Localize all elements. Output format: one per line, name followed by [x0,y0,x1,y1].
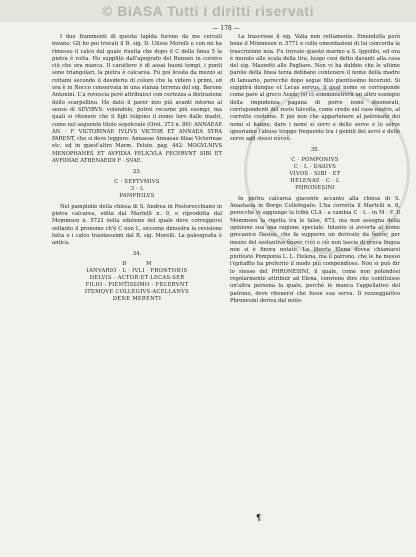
inscription-line: FILIO · PIENTISSIMO · FECERVNT [85,281,189,288]
inscription-text [52,179,222,200]
inscription-line: C · POMPONIVS [291,156,339,163]
inscription-line: HELVIS · ACTOR·ET·LECAS·SER [89,274,185,281]
document-page [52,24,400,544]
paragraph: La trascrisse il sig. Valia non rettamente. Emendolla però bene il Mommsen n. 5771 e colle emendazioni di lui concorda la trascrizione mia. Fu trovato questo marmo a S. Ippolito, ed ora è murato alle scala della lira, luogo così detto davanti alla casa del sig. Mazzetti alle Pagliare. Non vi ha dubbio che le ultime parole della linea terza debbano contenere il nome della madre di Ianuario, perocchè dopo segue filio pientissimo fecerunt. Si supplirà dunque et Lecas servus, il qual nome se corrisponde come pare al greco Λεκάς (s) ci somministrerà un altro esempio della impudenza pagana di porre nomi disonorati, corrispondenti del resto talvolta, come credo sul caso nostro, al corrotto costume. E poi non che appartenere al patronato dei nomi si hanno, dare i nomi si servi e delle serve e lo serve ignoriamo l'abuso troppo frequente tra i gentili dei servi e delle serve agli stessi αὐτοῦ. [230,34,400,143]
inscription-text [52,261,222,303]
paragraph: In pietra calcarea giacente accanto alla chiesa di S. Anastasia in Borgo Collefegato. L'ha corretta il Martelli n. 8, perocchè vi aggiunge la tribù CLA · a cambia C · L · in M · F. Il Mommsen la rigetta tra le false, 873, ma non assegna della opinione sua una ragione speciale. Intanto si avverta al nome grecanico Dasius, che fa supporre un derivato da δασύς per mezzo del sostantivo δάσος (τό) e ciò non lascia di greca lingua non si è finora notato. La liberta Elena dovea chiamarsi piuttosto Pomponia L. L. Helena, ma il patrono, che le ha messo l'epitaffio ha preferito il modo più compendioso. Non si può dir lo stesso del PHRONESINI, il quale, come non potendosi regolarmente attribuir ad Elena, conviene dire che contituisse un'altra persona la quale, perchè le manca l'appellativo del patrono, deve ritenersi che fosse sua serva. Il vezzeggiativo Phronesini deriva dal notis- [230,195,400,304]
inscription-line: VIVOS · SIBI · ET [289,170,341,177]
inscription-number: 33. [132,169,142,176]
inscription-text [230,157,400,192]
inscription-line: Ɔ · L [130,185,144,192]
watermark-banner: © BiASA Tutti i diritti riservati [0,0,416,22]
inscription-line: C · SEPTVMIVS [114,178,160,185]
inscription-line: ITEMQVE COLLEGIVS·ACELLANVS [84,288,190,295]
inscription-number: 34. [132,251,142,258]
page-number: — 178 — [212,25,240,32]
inscription-line: PAMPHILVS [119,192,155,199]
inscription-line: PHRONESINI [295,184,335,191]
paragraph: Nel pampinile della chiesa di S. Andrea in Postorocchiano in pietra calcarea, edita dal Martelli n. 9, e riprodotta dal Mommsen n. 5723 nella edizione del quale deve correggersi soltanto il pronome ch'è C non L, siccome dimostra la revisione fatta e i calco trasmessimi dal R. sig. Morelli. La paleografia è antica. [52,203,222,247]
inscription-line: DENE MERENTI [112,295,162,302]
inscription-line: D M [122,260,152,267]
page-footer-mark: ¶ [256,512,262,522]
inscription-number: 35. [310,147,320,154]
left-column [52,34,222,307]
paragraph: I due frammenti di questa lapida furono da me cercati invano. Gli ho poi trovati il B. sig. D. Ulisse Morelli e con mi ha rimesso il calco dal quale risulta che dopo il C della linea 5 la pietra è rotta. Ho supplito dall'apografo del Bunsen in corsivo ciò che ora manca. Il carattere è di assai buoni tempi, i punti sono triangolari, la pietra è calcarea. Fu poi levata da mezzo ai rottami secondo il desiderio di coloro che la videro i primi, ed ora è in Nocco conservata in una stanza terrena del sig. Barone Antonini. L'a rovescia però attribuisci con certezza a distrazione dello scarpellino. Ho dato il parer mio più avanti intorno al senso di SEVIRVS: volendolo, potrei recarne più esempi, ma quali si ritenere che il figli tolgono il nome loro dalle madri, come nel seguente titolo sepolcrale (Orel. 373 n. 89): ANNAEAE AN · F VICTORINAE IVLIVS VICTOR ET ANNAEA SYRA PARENT, che si deve leggere: Annaeae Annaeae filiae Victorinae etc. ed in quest'altro Marm. Felsin. pag. 442: MOGVLNIVS MENOPHANES ET AVFIDIA FELICVLA FECERVNT SIBI ET AVFIDIAE ATHENAEIDI F · SVAE. [52,34,222,165]
inscription-line: IANVARIO · L · IVLI · FRONTONIS [86,267,188,274]
right-column [230,34,400,307]
inscription-line: HELENAE · C · L [290,177,340,184]
inscription-line: C · L · DASIVS [293,163,337,170]
text-columns [52,34,400,307]
